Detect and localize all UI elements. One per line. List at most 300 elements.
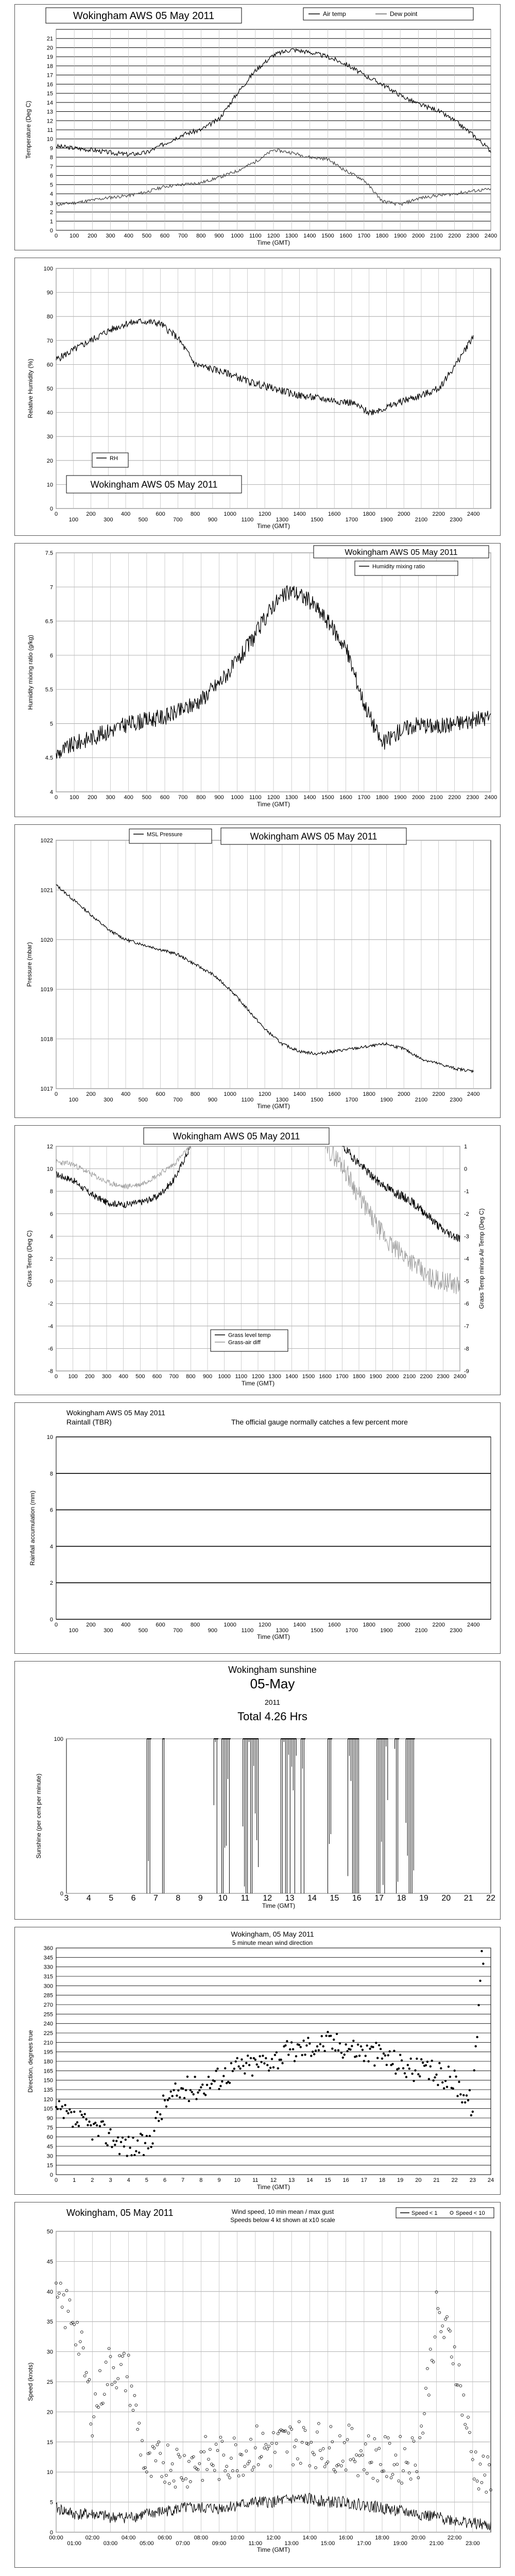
wind-direction-point <box>151 2142 153 2144</box>
y2-tick-label: 1 <box>464 1144 468 1150</box>
wind-direction-point <box>472 2111 474 2113</box>
wind-direction-point <box>355 2055 357 2057</box>
x-tick-label: 500 <box>138 517 148 523</box>
y-tick-label: 13 <box>46 109 53 115</box>
x-tick-label: 500 <box>142 233 152 239</box>
wind-direction-point <box>387 2054 389 2056</box>
wind-direction-point <box>239 2067 241 2070</box>
y-tick-label: 80 <box>46 314 53 320</box>
wind-direction-point <box>304 2054 306 2056</box>
wind-direction-point <box>378 2044 380 2046</box>
y-tick-label: 75 <box>46 2125 53 2131</box>
x-tick-label: 800 <box>190 511 200 517</box>
y-axis-label: Humidity mixing ratio (g/kg) <box>27 635 34 710</box>
x-tick-label: 10:00 <box>230 2535 245 2541</box>
y-tick-label: -8 <box>48 1368 53 1375</box>
wind-direction-point <box>138 2151 140 2154</box>
x-tick-label: 5 <box>109 1894 114 1903</box>
y-tick-label: 285 <box>43 1992 53 1999</box>
x-axis-label: Time (GMT) <box>256 239 290 246</box>
wind-direction-point <box>204 2094 207 2096</box>
y-tick-label: 6 <box>49 173 53 179</box>
y2-tick-label: -8 <box>464 1346 469 1352</box>
x-tick-label: 1000 <box>224 1091 236 1097</box>
x-tick-label: 100 <box>68 1097 78 1103</box>
wind-direction-point <box>219 2085 221 2087</box>
wind-direction-point <box>147 2147 149 2149</box>
x-tick-label: 15:00 <box>320 2540 335 2547</box>
x-tick-label: 2300 <box>450 1097 462 1103</box>
x-tick-label: 400 <box>121 511 131 517</box>
wind-direction-point <box>452 2088 454 2090</box>
wind-direction-point <box>185 2089 187 2091</box>
x-tick-label: 400 <box>121 1091 131 1097</box>
wind-direction-point <box>345 2043 347 2045</box>
x-tick-label: 700 <box>178 233 188 239</box>
wind-direction-point <box>388 2050 390 2053</box>
y-tick-label: 6 <box>49 652 53 659</box>
wind-direction-point <box>482 1962 484 1964</box>
y-tick-label: 100 <box>54 1736 63 1742</box>
wind-direction-point <box>162 2094 164 2096</box>
wind-direction-point <box>115 2140 117 2142</box>
y-axis-label: Temperature (Deg C) <box>25 100 32 159</box>
wind-direction-point <box>448 2065 450 2067</box>
wind-direction-point <box>94 2122 96 2124</box>
wind-direction-point <box>413 2080 415 2082</box>
wind-direction-point <box>176 2094 178 2096</box>
wind-direction-point <box>73 2111 75 2113</box>
sunshine-chart-panel <box>14 1661 501 1920</box>
y-tick-label: 45 <box>46 2144 53 2150</box>
wind-direction-point <box>411 2073 413 2075</box>
wind-direction-point <box>425 2064 427 2066</box>
wind-direction-point <box>422 2062 424 2064</box>
y-tick-label: 0 <box>60 1891 63 1897</box>
wind-direction-point <box>148 2135 150 2137</box>
x-tick-label: 800 <box>196 233 206 239</box>
x-tick-label: 900 <box>208 1628 218 1634</box>
wind-direction-point <box>360 2045 362 2047</box>
wind-direction-point <box>394 2073 397 2075</box>
x-tick-label: 1200 <box>267 233 280 239</box>
legend-label: RH <box>110 455 118 462</box>
x-tick-label: 3 <box>64 1894 69 1903</box>
wind-direction-point <box>64 2104 66 2106</box>
rainfall-chart <box>15 1403 501 1654</box>
y-tick-label: 150 <box>43 2077 53 2084</box>
wind-direction-point <box>339 2042 341 2044</box>
wind-speed-chart <box>15 2202 501 2568</box>
wind-direction-point <box>430 2065 432 2067</box>
wind-direction-point <box>218 2088 220 2090</box>
x-tick-label: 2200 <box>432 1091 445 1097</box>
y-tick-label: 2 <box>49 209 53 216</box>
wind-direction-point <box>426 2061 428 2063</box>
y-tick-label: 225 <box>43 2030 53 2037</box>
x-tick-label: 1200 <box>258 511 271 517</box>
wind-direction-point <box>399 2054 401 2056</box>
x-tick-label: 2200 <box>448 233 461 239</box>
x-tick-label: 400 <box>121 1622 131 1628</box>
x-tick-label: 2100 <box>430 794 443 801</box>
x-tick-label: 1600 <box>328 1091 341 1097</box>
y-tick-label: 18 <box>46 63 53 70</box>
wind-direction-point <box>443 2087 445 2089</box>
y-tick-label: 0 <box>49 1617 53 1623</box>
x-tick-label: 08:00 <box>194 2535 209 2541</box>
x-tick-label: 0 <box>54 1374 58 1380</box>
mixing-ratio-chart <box>15 544 501 818</box>
wind-direction-point <box>106 2144 108 2146</box>
wind-direction-point <box>118 2153 121 2155</box>
humidity-chart-panel <box>14 258 501 536</box>
y-tick-label: 0 <box>49 1278 53 1285</box>
x-tick-label: 200 <box>88 794 97 801</box>
wind-direction-point <box>437 2084 439 2086</box>
wind-direction-point <box>405 2076 407 2078</box>
wind-direction-point <box>232 2070 234 2072</box>
wind-direction-point <box>438 2062 440 2064</box>
wind-direction-point <box>307 2037 309 2039</box>
wind-direction-point <box>402 2067 404 2069</box>
x-tick-label: 500 <box>135 1374 145 1380</box>
y-tick-label: 20 <box>46 45 53 52</box>
x-tick-label: 13 <box>285 1894 295 1903</box>
x-tick-label: 1600 <box>328 1622 341 1628</box>
wind-direction-point <box>65 2110 67 2112</box>
x-tick-label: 700 <box>173 1628 183 1634</box>
x-tick-label: 8 <box>176 1894 181 1903</box>
x-tick-label: 13 <box>288 2177 295 2183</box>
x-tick-label: 17 <box>374 1894 384 1903</box>
y-tick-label: 300 <box>43 1983 53 1990</box>
x-tick-label: 19:00 <box>393 2540 407 2547</box>
x-tick-label: 2000 <box>397 1091 410 1097</box>
wind-direction-point <box>195 2098 197 2100</box>
x-tick-label: 2200 <box>448 794 461 801</box>
wind-direction-point <box>274 2054 276 2056</box>
x-tick-label: 19 <box>397 2177 404 2183</box>
x-tick-label: 2400 <box>453 1374 467 1380</box>
wind-direction-point <box>141 2134 143 2136</box>
y-tick-label: 2 <box>49 1580 53 1587</box>
temperature-chart-panel <box>14 4 501 250</box>
chart-subtitle: Wind speed, 10 min mean / max gust <box>231 2208 334 2215</box>
y-axis-label: Pressure (mbar) <box>26 942 33 987</box>
wind-direction-point <box>277 2067 279 2069</box>
wind-direction-point <box>456 2095 458 2097</box>
x-tick-label: 2100 <box>415 1628 428 1634</box>
x-tick-label: 900 <box>214 233 224 239</box>
wind-direction-point <box>154 2117 157 2119</box>
chart-title: Wokingham AWS 05 May 2011 <box>250 831 377 842</box>
x-tick-label: 600 <box>156 1622 165 1628</box>
wind-direction-point <box>99 2125 101 2127</box>
x-tick-label: 300 <box>101 1374 112 1380</box>
wind-direction-point <box>302 2040 304 2042</box>
wind-direction-point <box>153 2130 155 2132</box>
wind-direction-point <box>446 2086 448 2088</box>
wind-direction-point <box>373 2064 375 2066</box>
x-tick-label: 2300 <box>450 517 462 523</box>
wind-direction-point <box>229 2082 231 2084</box>
wind-direction-point <box>474 2045 476 2047</box>
wind-direction-point <box>466 2094 468 2096</box>
wind-direction-point <box>216 2067 218 2070</box>
wind-direction-point <box>444 2080 447 2082</box>
x-tick-label: 1800 <box>363 1091 375 1097</box>
x-tick-label: 2100 <box>403 1374 416 1380</box>
x-tick-label: 200 <box>85 1374 95 1380</box>
wind-direction-point <box>206 2084 208 2086</box>
y-tick-label: 1021 <box>40 887 53 894</box>
y-tick-label: 2 <box>49 1256 53 1262</box>
x-tick-label: 400 <box>118 1374 128 1380</box>
x-tick-label: 700 <box>173 517 183 523</box>
wind-direction-point <box>108 2132 110 2134</box>
y-tick-label: 20 <box>46 457 53 464</box>
wind-direction-point <box>308 2042 311 2044</box>
y-tick-label: 1022 <box>40 838 53 844</box>
wind-direction-point <box>431 2060 433 2062</box>
pressure-chart-panel <box>14 824 501 1118</box>
wind-direction-point <box>183 2097 185 2099</box>
x-tick-label: 2300 <box>450 1628 462 1634</box>
wind-direction-point <box>82 2116 84 2118</box>
grass-temperature-chart <box>15 1126 501 1396</box>
wind-direction-point <box>287 2054 289 2056</box>
x-tick-label: 100 <box>69 233 79 239</box>
wind-direction-point <box>376 2057 379 2059</box>
x-tick-label: 7 <box>181 2177 185 2183</box>
chart-title: Wokingham AWS 05 May 2011 <box>90 479 218 490</box>
sunshine-chart <box>15 1662 501 1920</box>
y-tick-label: 25 <box>46 2379 53 2385</box>
y-tick-label: 10 <box>46 2469 53 2476</box>
wind-direction-point <box>87 2124 89 2126</box>
x-tick-label: 1600 <box>319 1374 332 1380</box>
x-tick-label: 7 <box>153 1894 158 1903</box>
wind-direction-point <box>346 2050 348 2052</box>
wind-direction-point <box>349 2048 351 2050</box>
wind-direction-point <box>76 2121 78 2123</box>
wind-direction-point <box>81 2114 83 2116</box>
y-tick-label: 5.5 <box>45 687 53 693</box>
y-tick-label: 8 <box>49 155 53 161</box>
wind-direction-point <box>233 2067 235 2070</box>
legend-label: Air temp <box>323 10 346 18</box>
x-tick-label: 900 <box>208 517 218 523</box>
x-tick-label: 1700 <box>357 233 371 239</box>
x-tick-label: 1900 <box>380 1097 393 1103</box>
y-tick-label: 12 <box>46 118 53 125</box>
y-tick-label: 9 <box>49 145 53 152</box>
wind-direction-point <box>440 2067 442 2069</box>
x-tick-label: 300 <box>106 233 115 239</box>
y-tick-label: 135 <box>43 2087 53 2093</box>
plot-area <box>56 1437 491 1619</box>
x-tick-label: 17:00 <box>357 2540 371 2547</box>
x-tick-label: 1000 <box>218 1374 231 1380</box>
x-tick-label: 14:00 <box>302 2535 317 2541</box>
plot-area <box>56 840 491 1089</box>
wind-direction-point <box>190 2089 192 2091</box>
wind-direction-point <box>129 2147 131 2149</box>
y-tick-label: 1018 <box>40 1036 53 1043</box>
x-tick-label: 18 <box>397 1894 406 1903</box>
x-tick-label: 1000 <box>224 1622 236 1628</box>
x-tick-label: 1000 <box>231 794 244 801</box>
wind-direction-point <box>191 2091 193 2093</box>
x-tick-label: 2000 <box>386 1374 399 1380</box>
x-tick-label: 1600 <box>328 511 341 517</box>
x-tick-label: 1300 <box>276 517 289 523</box>
x-tick-label: 1900 <box>369 1374 382 1380</box>
wind-direction-point <box>310 2055 312 2057</box>
legend-label: MSL Pressure <box>147 832 183 838</box>
chart-title: Wokingham sunshine <box>228 1665 317 1675</box>
wind-direction-point <box>57 2108 59 2110</box>
wind-direction-point <box>292 2048 294 2050</box>
x-tick-label: 11 <box>241 1894 250 1903</box>
y2-tick-label: 0 <box>464 1166 468 1173</box>
wind-direction-point <box>331 2047 333 2049</box>
x-tick-label: 800 <box>186 1374 196 1380</box>
wind-direction-point <box>111 2146 113 2148</box>
x-tick-label: 900 <box>208 1097 218 1103</box>
wind-direction-point <box>262 2055 264 2057</box>
y-tick-label: 40 <box>46 2289 53 2295</box>
x-tick-label: 6 <box>163 2177 167 2183</box>
wind-direction-point <box>428 2078 430 2080</box>
x-tick-label: 300 <box>106 794 115 801</box>
wind-direction-point <box>105 2142 107 2144</box>
x-tick-label: 10 <box>218 1894 228 1903</box>
x-tick-label: 1900 <box>393 233 407 239</box>
wind-direction-point <box>104 2124 106 2126</box>
y-tick-label: 30 <box>46 2153 53 2160</box>
x-tick-label: 2000 <box>412 794 425 801</box>
x-tick-label: 500 <box>138 1628 148 1634</box>
y-tick-label: 100 <box>43 266 53 272</box>
wind-direction-point <box>477 2004 479 2006</box>
x-tick-label: 1400 <box>303 233 316 239</box>
wind-direction-point <box>150 2146 152 2148</box>
wind-direction-point <box>383 2053 385 2055</box>
wind-direction-point <box>366 2044 368 2046</box>
x-tick-label: 1700 <box>357 794 371 801</box>
x-tick-label: 1400 <box>293 1091 306 1097</box>
x-tick-label: 9 <box>217 2177 221 2183</box>
wind-direction-point <box>420 2058 422 2060</box>
x-tick-label: 1800 <box>363 511 375 517</box>
y-tick-label: 120 <box>43 2096 53 2103</box>
x-tick-label: 09:00 <box>212 2540 227 2547</box>
wind-direction-point <box>435 2074 437 2076</box>
wind-direction-point <box>143 2154 145 2156</box>
x-tick-label: 1900 <box>393 794 407 801</box>
legend-label: Grass-air diff <box>228 1340 261 1346</box>
y2-tick-label: -6 <box>464 1301 469 1308</box>
y-axis-label: Speed (knots) <box>27 2362 34 2401</box>
x-tick-label: 100 <box>68 517 78 523</box>
legend-label: Grass level temp <box>228 1332 271 1338</box>
x-tick-label: 1500 <box>321 233 334 239</box>
y-tick-label: 270 <box>43 2002 53 2008</box>
wind-direction-point <box>290 2041 293 2043</box>
y-tick-label: 105 <box>43 2106 53 2112</box>
wind-direction-point <box>325 2035 327 2037</box>
x-tick-label: 04:00 <box>121 2535 136 2541</box>
x-tick-label: 20 <box>441 1894 451 1903</box>
plot-area <box>66 1739 491 1893</box>
x-tick-label: 11 <box>252 2177 259 2183</box>
wind-direction-point <box>441 2081 443 2083</box>
x-tick-label: 1000 <box>231 233 244 239</box>
wind-direction-point <box>318 2049 320 2051</box>
wind-direction-point <box>55 2106 57 2108</box>
x-tick-label: 200 <box>88 233 97 239</box>
x-tick-label: 2400 <box>484 794 497 801</box>
x-tick-label: 22 <box>486 1894 495 1903</box>
x-tick-label: 12 <box>270 2177 277 2183</box>
wind-direction-point <box>156 2111 158 2113</box>
wind-direction-point <box>333 2039 335 2041</box>
x-tick-label: 2100 <box>415 517 428 523</box>
wind-direction-point <box>398 2067 400 2070</box>
x-tick-label: 1 <box>73 2177 76 2183</box>
y-tick-label: 5 <box>49 721 53 727</box>
wind-direction-point <box>132 2137 134 2139</box>
x-tick-label: 300 <box>104 1628 113 1634</box>
y-axis-label: Grass Temp (Deg C) <box>26 1230 33 1287</box>
wind-direction-point <box>62 2117 64 2119</box>
wind-direction-point <box>464 2102 466 2104</box>
wind-direction-point <box>179 2096 181 2098</box>
x-tick-label: 500 <box>142 794 152 801</box>
x-tick-label: 12:00 <box>266 2535 281 2541</box>
wind-direction-point <box>146 2135 148 2137</box>
wind-direction-point <box>120 2141 122 2143</box>
x-tick-label: 2300 <box>466 794 479 801</box>
y-tick-label: 1 <box>49 218 53 225</box>
wind-direction-point <box>241 2058 243 2060</box>
x-tick-label: 9 <box>198 1894 203 1903</box>
wind-direction-point <box>97 2135 99 2137</box>
wind-direction-point <box>91 2139 93 2141</box>
chart-title: Wokingham, 05 May 2011 <box>231 1930 314 1938</box>
temperature-chart <box>15 5 501 251</box>
x-tick-label: 16 <box>342 2177 349 2183</box>
legend-label: Speed < 10 <box>456 2210 485 2216</box>
x-tick-label: 1500 <box>311 1628 323 1634</box>
wind-direction-point <box>391 2063 393 2065</box>
x-tick-label: 1300 <box>276 1097 289 1103</box>
x-tick-label: 23:00 <box>466 2540 480 2547</box>
wind-direction-point <box>88 2121 90 2123</box>
wind-direction-point <box>211 2082 213 2084</box>
wind-direction-point <box>268 2070 270 2072</box>
wind-direction-point <box>259 2055 261 2057</box>
wind-direction-point <box>170 2090 172 2092</box>
y-tick-label: 240 <box>43 2021 53 2027</box>
wind-direction-point <box>344 2054 346 2056</box>
y-tick-label: 10 <box>46 1166 53 1173</box>
y-tick-label: 255 <box>43 2011 53 2018</box>
wind-direction-point <box>319 2043 321 2045</box>
wind-direction-point <box>294 2060 296 2062</box>
